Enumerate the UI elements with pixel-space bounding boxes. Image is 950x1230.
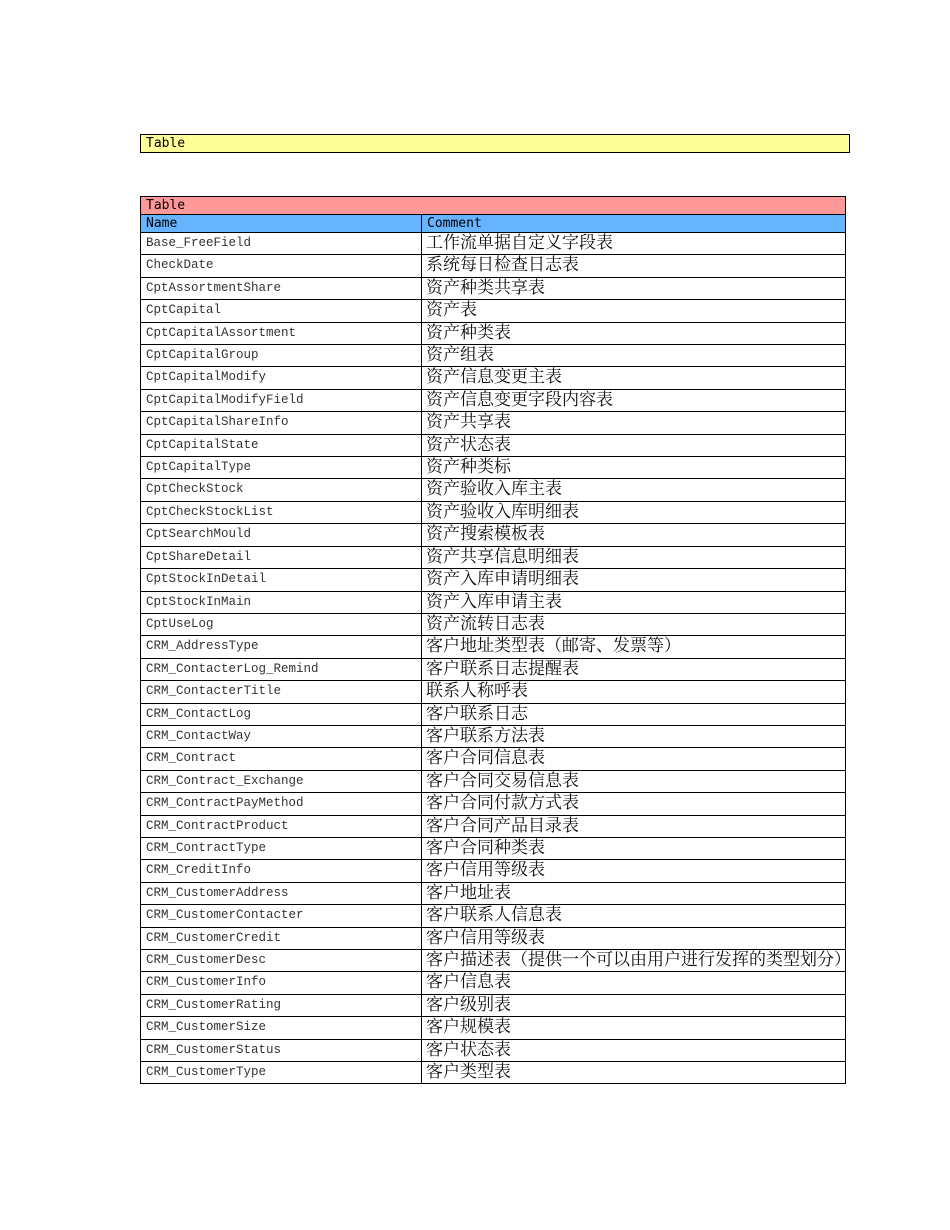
row-name: CRM_AddressType — [141, 636, 422, 658]
row-name: CptUseLog — [141, 613, 422, 635]
row-comment: 资产信息变更主表 — [422, 367, 846, 389]
table-row — [141, 681, 846, 703]
row-name: CRM_ContactLog — [141, 703, 422, 725]
row-comment: 系统每日检查日志表 — [422, 255, 846, 277]
row-name: CRM_ContractPayMethod — [141, 793, 422, 815]
row-comment: 资产种类表 — [422, 322, 846, 344]
row-comment: 客户信息表 — [422, 972, 846, 994]
table-list — [140, 196, 851, 1084]
row-name: CRM_ContractType — [141, 837, 422, 859]
table-row — [141, 412, 846, 434]
table-row — [141, 725, 846, 747]
row-comment: 联系人称呼表 — [422, 681, 846, 703]
row-name: CRM_CustomerStatus — [141, 1039, 422, 1061]
row-comment: 资产种类标 — [422, 457, 846, 479]
table-row — [141, 434, 846, 456]
row-name: CheckDate — [141, 255, 422, 277]
row-comment: 客户联系方法表 — [422, 725, 846, 747]
table-row — [141, 233, 846, 255]
table-row — [141, 905, 846, 927]
table-row — [141, 613, 846, 635]
table-row — [141, 837, 846, 859]
table-row — [141, 367, 846, 389]
row-name: CptCapitalModify — [141, 367, 422, 389]
row-name: CRM_Contract_Exchange — [141, 770, 422, 792]
table-row — [141, 815, 846, 837]
row-name: CptCapitalState — [141, 434, 422, 456]
row-name: CptStockInMain — [141, 591, 422, 613]
table-row — [141, 972, 846, 994]
row-comment: 客户级别表 — [422, 994, 846, 1016]
row-name: CptCheckStock — [141, 479, 422, 501]
row-comment: 资产验收入库主表 — [422, 479, 846, 501]
row-comment: 客户合同产品目录表 — [422, 815, 846, 837]
row-name: CRM_CustomerCredit — [141, 927, 422, 949]
section-title-bar: Table — [140, 134, 850, 153]
table-row — [141, 591, 846, 613]
table-row — [141, 322, 846, 344]
row-name: CRM_ContractProduct — [141, 815, 422, 837]
row-comment: 客户合同付款方式表 — [422, 793, 846, 815]
table-row — [141, 1039, 846, 1061]
table-caption-row — [141, 197, 846, 215]
row-name: CRM_CustomerType — [141, 1062, 422, 1084]
row-name: CRM_CustomerContacter — [141, 905, 422, 927]
table-row — [141, 1017, 846, 1039]
row-comment: 资产种类共享表 — [422, 277, 846, 299]
table-row — [141, 501, 846, 523]
row-name: CptCheckStockList — [141, 501, 422, 523]
row-comment: 资产信息变更字段内容表 — [422, 389, 846, 411]
row-name: CRM_CustomerDesc — [141, 950, 422, 972]
table-row — [141, 300, 846, 322]
row-name: CRM_CreditInfo — [141, 860, 422, 882]
row-name: CRM_CustomerRating — [141, 994, 422, 1016]
row-name: CRM_ContacterLog_Remind — [141, 658, 422, 680]
table-row — [141, 277, 846, 299]
table-row — [141, 255, 846, 277]
table-row — [141, 546, 846, 568]
row-comment: 工作流单据自定义字段表 — [422, 233, 846, 255]
row-comment: 资产入库申请明细表 — [422, 569, 846, 591]
table-row — [141, 524, 846, 546]
column-header-row — [141, 215, 846, 233]
row-name: CRM_CustomerAddress — [141, 882, 422, 904]
row-name: CptCapitalGroup — [141, 345, 422, 367]
table-row — [141, 927, 846, 949]
table-row — [141, 748, 846, 770]
row-comment: 资产共享表 — [422, 412, 846, 434]
row-comment: 客户状态表 — [422, 1039, 846, 1061]
table-row — [141, 479, 846, 501]
table-caption: Table — [141, 197, 846, 215]
table-row — [141, 703, 846, 725]
row-comment: 资产搜索模板表 — [422, 524, 846, 546]
row-comment: 客户联系日志 — [422, 703, 846, 725]
row-comment: 客户联系人信息表 — [422, 905, 846, 927]
column-header-name: Name — [141, 215, 422, 233]
row-comment: 客户规模表 — [422, 1017, 846, 1039]
row-name: CptCapital — [141, 300, 422, 322]
row-comment: 资产表 — [422, 300, 846, 322]
table-row — [141, 994, 846, 1016]
row-name: CptShareDetail — [141, 546, 422, 568]
row-name: CptAssortmentShare — [141, 277, 422, 299]
row-comment: 资产组表 — [422, 345, 846, 367]
table-row — [141, 770, 846, 792]
row-comment: 客户类型表 — [422, 1062, 846, 1084]
table-row — [141, 793, 846, 815]
row-name: CRM_ContactWay — [141, 725, 422, 747]
row-name: CptSearchMould — [141, 524, 422, 546]
column-header-comment: Comment — [422, 215, 846, 233]
table-row — [141, 636, 846, 658]
row-comment: 客户描述表（提供一个可以由用户进行发挥的类型划分） — [422, 950, 846, 972]
table-row — [141, 457, 846, 479]
row-name: Base_FreeField — [141, 233, 422, 255]
row-comment: 客户信用等级表 — [422, 927, 846, 949]
row-comment: 资产状态表 — [422, 434, 846, 456]
table-row — [141, 345, 846, 367]
row-name: CptCapitalModifyField — [141, 389, 422, 411]
table-row — [141, 1062, 846, 1084]
row-comment: 客户联系日志提醒表 — [422, 658, 846, 680]
row-comment: 资产入库申请主表 — [422, 591, 846, 613]
row-name: CptCapitalType — [141, 457, 422, 479]
table-row — [141, 950, 846, 972]
row-comment: 资产验收入库明细表 — [422, 501, 846, 523]
row-comment: 资产共享信息明细表 — [422, 546, 846, 568]
table-row — [141, 860, 846, 882]
row-comment: 资产流转日志表 — [422, 613, 846, 635]
row-comment: 客户地址类型表（邮寄、发票等） — [422, 636, 846, 658]
table-row — [141, 882, 846, 904]
row-comment: 客户合同种类表 — [422, 837, 846, 859]
row-name: CRM_ContacterTitle — [141, 681, 422, 703]
row-name: CptStockInDetail — [141, 569, 422, 591]
row-name: CRM_CustomerInfo — [141, 972, 422, 994]
row-comment: 客户合同交易信息表 — [422, 770, 846, 792]
row-comment: 客户地址表 — [422, 882, 846, 904]
row-comment: 客户合同信息表 — [422, 748, 846, 770]
row-comment: 客户信用等级表 — [422, 860, 846, 882]
table-row — [141, 569, 846, 591]
row-name: CRM_Contract — [141, 748, 422, 770]
table-row — [141, 389, 846, 411]
row-name: CptCapitalAssortment — [141, 322, 422, 344]
row-name: CptCapitalShareInfo — [141, 412, 422, 434]
row-name: CRM_CustomerSize — [141, 1017, 422, 1039]
table-row — [141, 658, 846, 680]
